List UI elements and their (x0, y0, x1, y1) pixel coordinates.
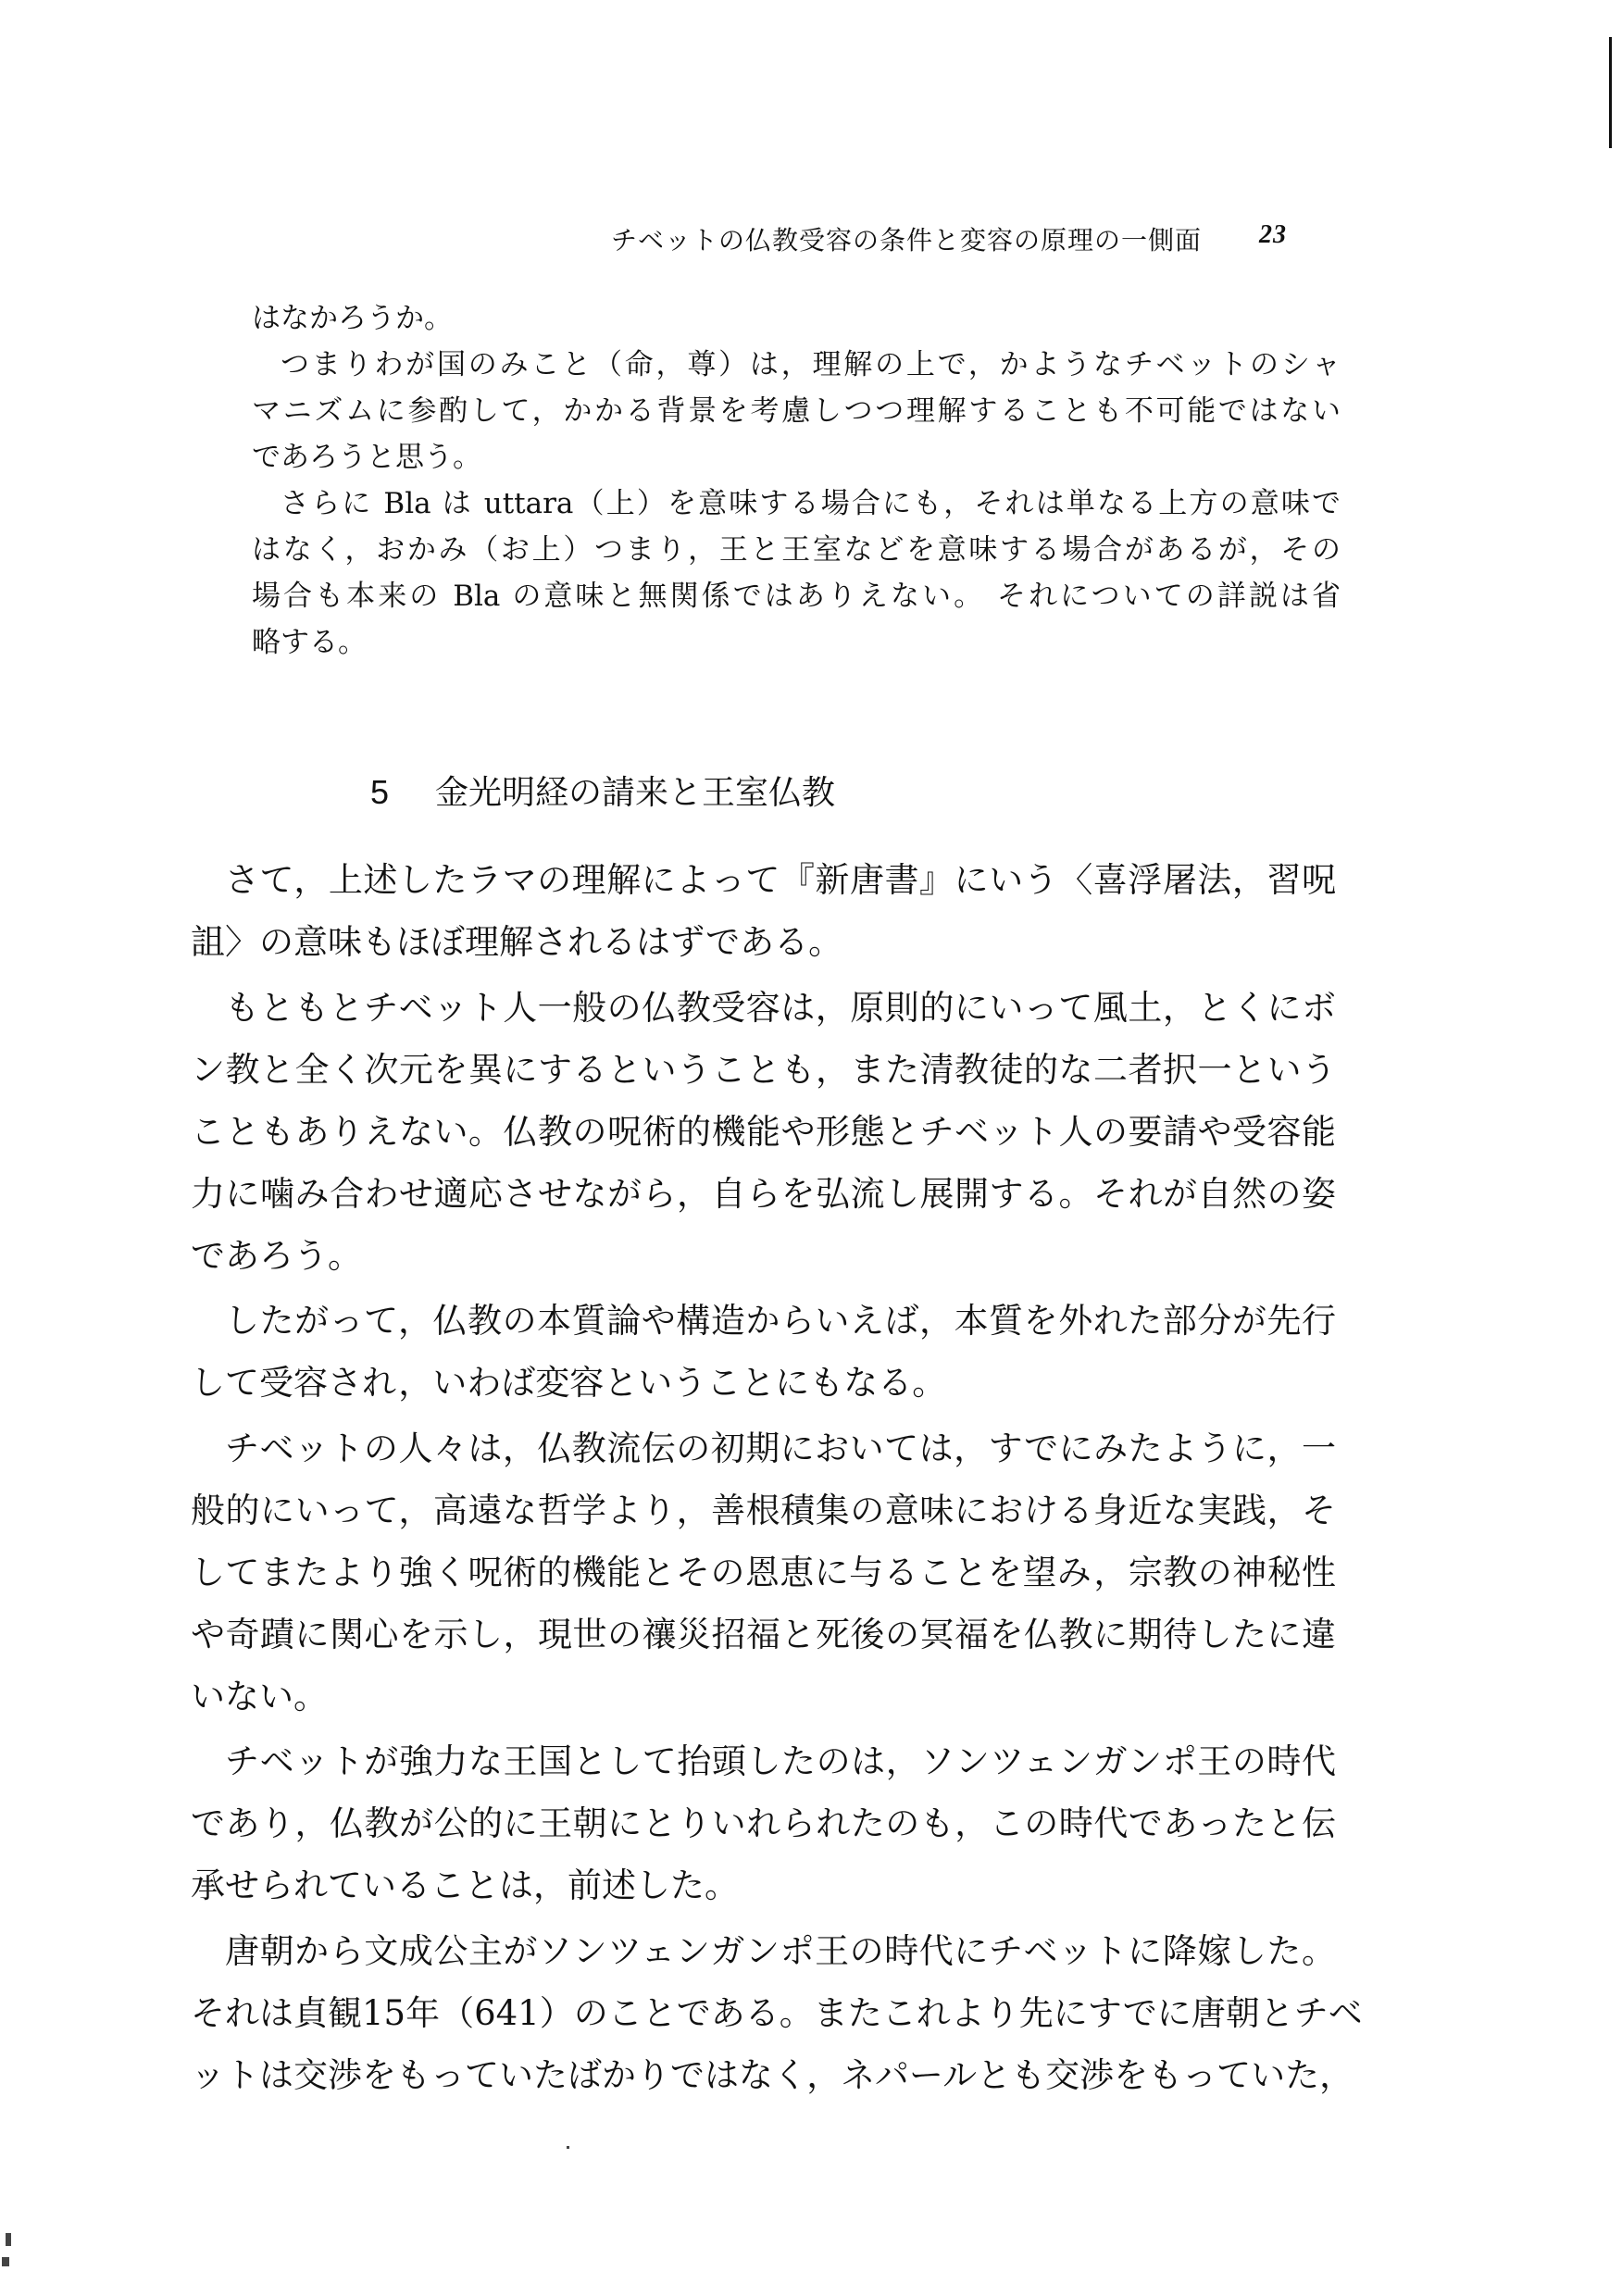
text-line: はなかろうか。 (252, 302, 453, 335)
text-line: さて，上述したラマの理解によって『新唐書』にいう〈喜浮屠法，習呪 (225, 860, 1336, 900)
text-line: ン教と全く次元を異にするということも，また清教徒的な二者択一という (191, 1050, 1336, 1090)
scan-speck (6, 2233, 11, 2246)
text-line: それは貞観15年（641）のことである。またこれより先にすでに唐朝とチベ (191, 1993, 1363, 2033)
text-line: 般的にいって，高遠な哲学より，善根積集の意味における身近な実践，そ (191, 1491, 1336, 1530)
text-line: チベットが強力な王国として抬頭したのは，ソンツェンガンポ王の時代 (225, 1741, 1336, 1781)
text-line: チベットの人々は，仏教流伝の初期においては，すでにみたように，一 (225, 1429, 1336, 1468)
text-line: してまたより強く呪術的機能とその恩恵に与ることを望み，宗教の神秘性 (191, 1553, 1336, 1592)
text-line: であり，仏教が公的に王朝にとりいれられたのも，この時代であったと伝 (191, 1803, 1336, 1843)
text-line: であろうと思う。 (252, 441, 481, 474)
text-line: マニズムに参酌して，かかる背景を考慮しつつ理解することも不可能ではない (252, 394, 1341, 428)
page-number: 23 (1259, 220, 1287, 249)
text-line: 唐朝から文成公主がソンツェンガンポ王の時代にチベットに降嫁した。 (225, 1931, 1336, 1971)
scan-speck (567, 2146, 569, 2149)
text-line: つまりわが国のみこと（命，尊）は，理解の上で，かようなチベットのシャ (281, 348, 1341, 381)
scan-speck (2, 2257, 9, 2266)
text-line: であろう。 (191, 1236, 362, 1276)
text-line: したがって，仏教の本質論や構造からいえば，本質を外れた部分が先行 (225, 1301, 1336, 1341)
section-heading (370, 767, 835, 814)
running-head (611, 220, 1315, 257)
page-edge-mark (1609, 37, 1612, 148)
text-line: ットは交渉をもっていたばかりではなく，ネパールとも交渉をもっていた， (191, 2055, 1354, 2095)
text-line: 承せられていることは，前述した。 (191, 1866, 739, 1905)
text-line: 場合も本来の Bla の意味と無関係ではありえない。 それについての詳説は省 (252, 580, 1341, 613)
running-head-title: チベットの仏教受容の条件と変容の原理の一側面 (611, 225, 1203, 256)
section-number: 5 (370, 773, 390, 811)
text-line: もともとチベット人一般の仏教受容は，原則的にいって風土，とくにボ (225, 988, 1336, 1028)
text-line: して受容され，いわば変容ということにもなる。 (191, 1363, 947, 1403)
text-line: いない。 (191, 1677, 328, 1716)
text-line: や奇蹟に関心を示し，現世の禳災招福と死後の冥福を仏教に期待したに違 (191, 1615, 1336, 1654)
text-line: 略する。 (252, 626, 367, 659)
text-line: こともありえない。仏教の呪術的機能や形態とチベット人の要請や受容能 (191, 1112, 1336, 1152)
section-title: 金光明経の請来と王室仏教 (435, 774, 836, 812)
text-line: 詛〉の意味もほぼ理解されるはずである。 (191, 922, 843, 962)
text-line: 力に噛み合わせ適応させながら，自らを弘流し展開する。それが自然の姿 (191, 1174, 1336, 1214)
text-line: さらに Bla は uttara（上）を意味する場合にも，それは単なる上方の意味で (281, 487, 1341, 520)
text-line: はなく，おかみ（お上）つまり，王と王室などを意味する場合があるが，その (252, 533, 1341, 567)
